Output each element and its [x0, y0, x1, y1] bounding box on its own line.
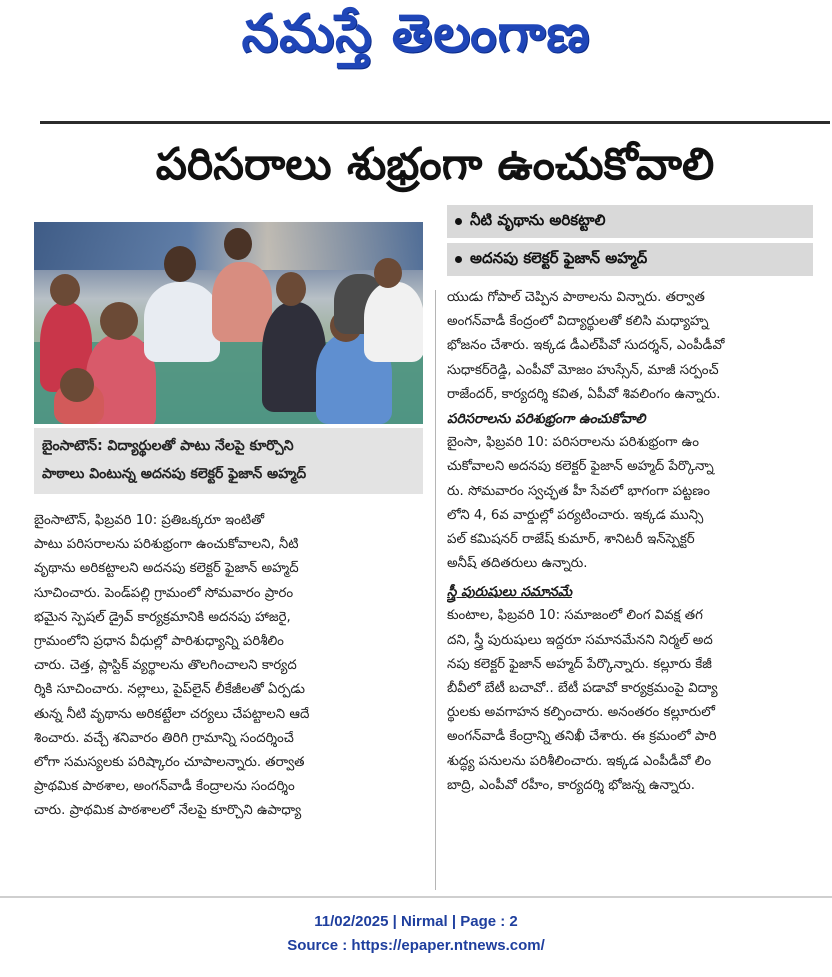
article-body-right	[447, 286, 822, 798]
highlight-item	[447, 205, 813, 238]
body-line: శుద్ధ్య పనులను పరిశీలించారు. ఇక్కడ ఎంపీడీవో లిం	[447, 753, 712, 769]
body-line: పల్ కమిషనర్ రాజేష్ కుమార్, శానిటరీ ఇన్‌స్పెక్టర్	[447, 531, 695, 547]
highlight-text: అదనపు కలెక్టర్ ఫైజాన్ అహ్మద్	[470, 248, 648, 267]
body-line: పాటు పరిసరాలను పరిశుభ్రంగా ఉంచుకోవాలని, నీటి	[34, 537, 299, 553]
article-body-left	[34, 509, 426, 823]
bullet-icon	[455, 256, 462, 263]
highlights-box	[447, 205, 813, 281]
body-line: ర్థులకు అవగాహన కల్పించారు. అనంతరం కల్లూరులో	[447, 705, 715, 721]
body-line: కుంటాల, ఫిబ్రవరి 10: సమాజంలో లింగ వివక్ష తగ	[447, 608, 703, 624]
article-headline: పరిసరాలు శుభ్రంగా ఉంచుకోవాలి	[155, 139, 715, 190]
body-line: వృథాను అరికట్టాలని అదనపు కలెక్టర్ ఫైజాన్ అహ్మద్	[34, 561, 299, 577]
body-line: అంగన్‌వాడీ కేంద్రాన్ని తనిఖీ చేశారు. ఈ క్రమంలో పారి	[447, 729, 717, 745]
body-line: సుధాకర్‌రెడ్డి, ఎంపీవో మోజం హుస్సేన్, మాజీ సర్పంచ్	[447, 362, 719, 378]
body-line: బైంసా, ఫిబ్రవరి 10: పరిసరాలను పరిశుభ్రంగా ఉం	[447, 435, 700, 451]
body-line: రాజేందర్, కార్యదర్శి కవిత, ఏపీవో శివలింగం ఉన్నారు.	[447, 386, 721, 402]
source-link[interactable]: Source : https://epaper.ntnews.com/	[287, 937, 545, 954]
body-line: అనీష్ తదితరులు ఉన్నారు.	[447, 556, 588, 572]
body-line: దని, స్త్రీ పురుషులు ఇద్దరూ సమానమేనని నిర్మల్ అద	[447, 632, 713, 648]
body-line: బాద్రి, ఎంపీవో రహీం, కార్యదర్శి భోజన్న ఉన్నారు.	[447, 777, 695, 793]
section-subhead: స్త్రీ పురుషులు సమానమే	[447, 584, 573, 601]
body-line: చారు. ప్రాథమిక పాఠశాలలో నేలపై కూర్చొని ఉపాధ్యా	[34, 803, 302, 819]
bullet-icon	[455, 218, 462, 225]
body-line: బీవీలో బేటీ బచావో.. బేటీ పడావో కార్యక్రమంపై విద్యా	[447, 681, 718, 696]
body-line: తున్న నీటి వృథాను అరికట్టేలా చర్యలు చేపట్టాలని ఆదే	[34, 706, 310, 722]
body-line: లోగా సమస్యలకు పరిష్కారం చూపాలన్నారు. తర్వాత	[34, 754, 305, 770]
body-line: సూచించారు. పెండ్‌పల్లి గ్రామంలో సోమవారం ప్రారం	[34, 585, 294, 601]
body-line: ప్రాథమిక పాఠశాల, అంగన్‌వాడీ కేంద్రాలను సందర్శిం	[34, 779, 295, 795]
body-line: చుకోవాలని అదనపు కలెక్టర్ ఫైజాన్ అహ్మద్ పేర్కొన్నా	[447, 459, 714, 475]
body-line: భమైన స్పెషల్ డ్రైవ్ కార్యక్రమానికి అదనపు హాజరై,	[34, 609, 291, 625]
body-line: ర్శికి సూచించారు. నల్లాలు, పైప్‌లైన్ లీకేజీలతో ఏర్పడు	[34, 682, 305, 698]
body-line: చారు. చెత్త, ప్లాస్టిక్ వ్యర్థాలను తొలగించాలని కార్యద	[34, 658, 297, 674]
body-line: యుడు గోపాల్ చెప్పిన పాఠాలను విన్నారు. తర్వాత	[447, 290, 705, 305]
page-footer	[0, 910, 832, 958]
highlight-item	[447, 243, 813, 276]
column-divider	[435, 290, 436, 890]
body-line: గ్రామంలోని ప్రధాన వీధుల్లో పారిశుధ్యాన్ని పరిశీలిం	[34, 633, 284, 649]
photo-caption	[34, 428, 423, 494]
body-line: నపు కలెక్టర్ ఫైజాన్ అహ్మద్ పేర్కొన్నారు. కల్లూరు కేజీ	[447, 656, 712, 672]
body-line: బైంసాటౌన్, ఫిబ్రవరి 10: ప్రతిఒక్కరూ ఇంటితో	[34, 513, 265, 528]
footer-rule	[0, 896, 832, 898]
body-line: రు. సోమవారం స్వచ్ఛత హీ సేవలో భాగంగా పట్టణం	[447, 483, 711, 499]
body-line: లోని 4, 6వ వార్డుల్లో పర్యటించారు. ఇక్కడ మున్సి	[447, 507, 704, 523]
body-line: అంగన్‌వాడీ కేంద్రంలో విద్యార్థులతో కలిసి మధ్యాహ్న	[447, 314, 709, 330]
caption-line: పాఠాలు వింటున్న అదనపు కలెక్టర్ ఫైజాన్ అహ్మద్	[42, 466, 307, 482]
body-line: శించారు. వచ్చే శనివారం తిరిగి గ్రామాన్ని సందర్శించే	[34, 730, 294, 746]
edition-info: 11/02/2025 | Nirmal | Page : 2	[314, 913, 518, 930]
highlight-text: నీటి వృథాను అరికట్టాలి	[470, 210, 606, 229]
headline-rule	[40, 121, 830, 124]
newspaper-logo: నమస్తే తెలంగాణ	[241, 3, 591, 64]
body-line: భోజనం చేశారు. ఇక్కడ డీఎల్‌పీవో సుదర్శన్, ఎంపీడీవో	[447, 338, 725, 354]
section-subhead: పరిసరాలను పరిశుభ్రంగా ఉంచుకోవాలి	[447, 410, 646, 427]
masthead	[0, 0, 832, 80]
article-photo	[34, 222, 423, 424]
caption-line: బైంసాటౌన్: విద్యార్థులతో పాటు నేలపై కూర్చొని	[42, 438, 294, 454]
